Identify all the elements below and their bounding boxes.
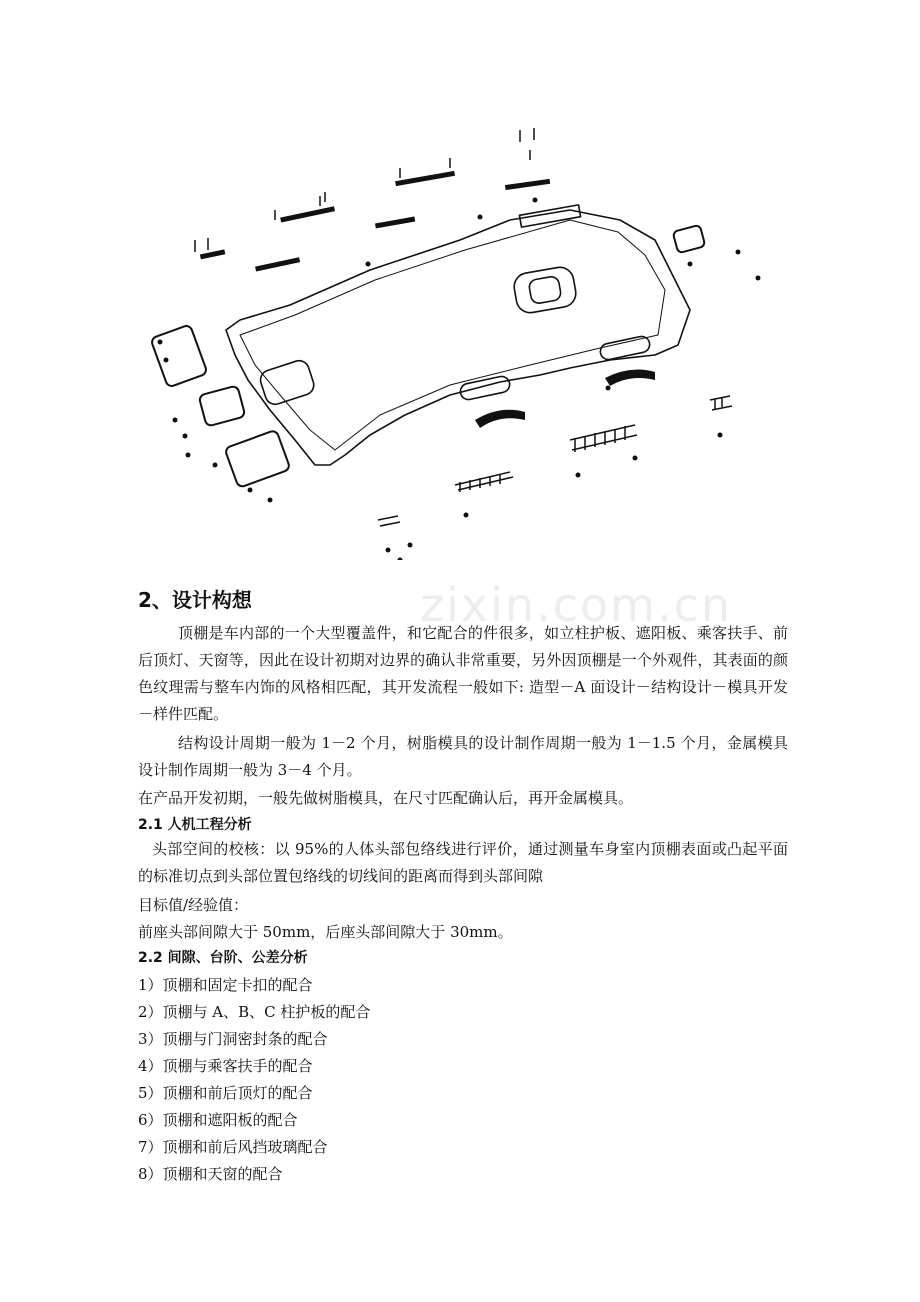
sunvisor-right <box>224 430 290 488</box>
sunvisor-left <box>150 324 207 387</box>
list-item: 1）顶棚和固定卡扣的配合 <box>138 976 313 994</box>
list-item: 6）顶棚和遮阳板的配合 <box>138 1111 298 1129</box>
list-item: 7）顶棚和前后风挡玻璃配合 <box>138 1138 328 1156</box>
section-heading: 2、设计构想 <box>138 588 252 612</box>
paragraph-1: 顶棚是车内部的一个大型覆盖件，和它配合的件很多，如立柱护板、遮阳板、乘客扶手、前后顶灯、天窗等，因此在设计初期对边界的确认非常重要，另外因顶棚是一个外观件，其表面的颜色纹理需与整车内饰的风格相匹配，其开发流程一般如下: 造型－A 面设计－结构设计－模具开发－样件匹配。 <box>138 624 788 723</box>
paragraph-3: 在产品开发初期，一般先做树脂模具，在尺寸匹配确认后，再开金属模具。 <box>138 789 634 807</box>
list-item: 2）顶棚与 A、B、C 柱护板的配合 <box>138 1003 371 1021</box>
list-item: 8）顶棚和天窗的配合 <box>138 1165 283 1183</box>
rear-lamp <box>673 225 706 253</box>
section-2-1-text3: 前座头部间隙大于 50mm，后座头部间隙大于 30mm。 <box>138 923 513 941</box>
section-2-2-title: 2.2 间隙、台阶、公差分析 <box>138 950 308 966</box>
headliner-panel <box>226 210 690 465</box>
section-2-1-title: 2.1 人机工程分析 <box>138 817 252 833</box>
headliner-exploded-diagram <box>130 120 770 560</box>
watermark: zixin.com.cn <box>420 578 733 632</box>
list-item: 3）顶棚与门洞密封条的配合 <box>138 1030 328 1048</box>
list-item: 5）顶棚和前后顶灯的配合 <box>138 1084 313 1102</box>
section-2-1-text2: 目标值/经验值： <box>138 896 249 914</box>
dome-light-cutout <box>512 265 578 315</box>
paragraph-2: 结构设计周期一般为 1－2 个月，树脂模具的设计制作周期一般为 1－1.5 个月，金属模具设计制作周期一般为 3－4 个月。 <box>138 734 788 779</box>
section-2-1-text1: 头部空间的校核：以 95%的人体头部包络线进行评价，通过测量车身室内顶棚表面或凸起平面的标准切点到头部位置包络线的切线间的距离而得到头部间隙 <box>138 840 788 885</box>
front-dome-lamp <box>199 385 246 426</box>
list-item: 4）顶棚与乘客扶手的配合 <box>138 1057 313 1075</box>
